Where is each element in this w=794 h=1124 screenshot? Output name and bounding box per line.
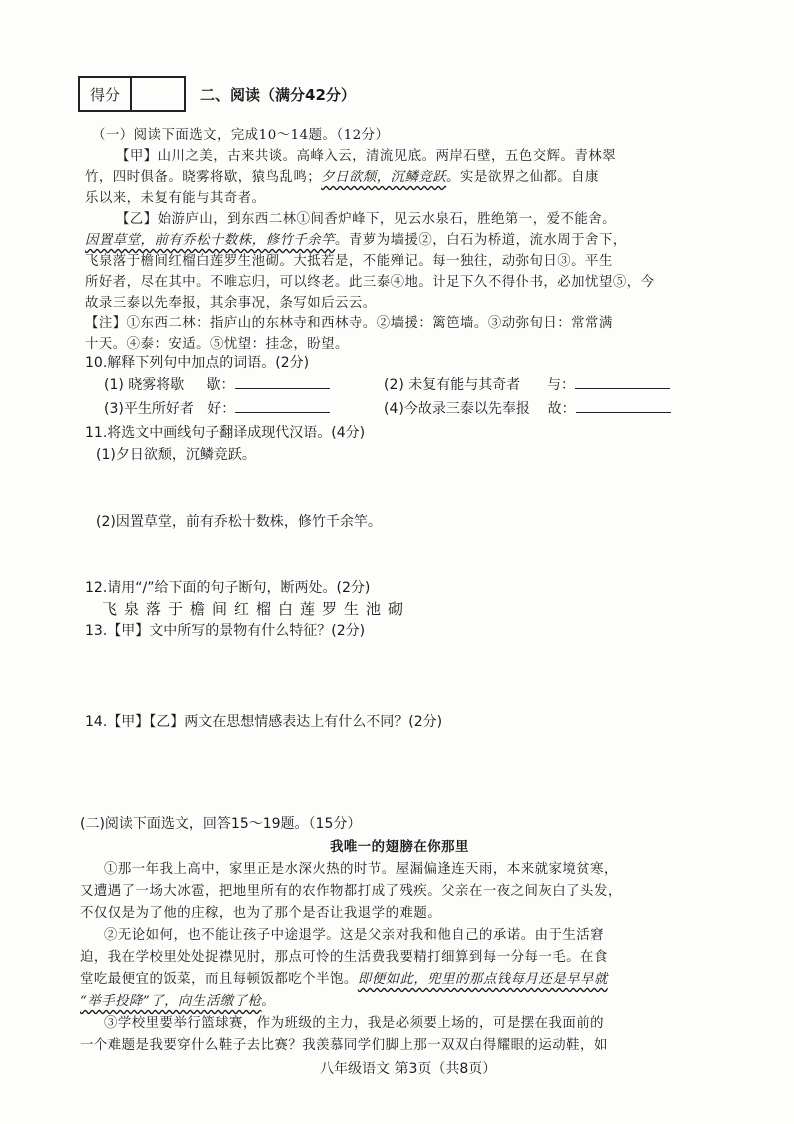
p3-line-1: ③学校里要举行篮球赛，作为班级的主力，我是必须要上场的，可是摆在我面前的 [104,1016,605,1031]
q13-stem: 13.【甲】文中所写的景物有什么特征？(2分) [85,623,366,639]
q11-stem: 11.将选文中画线句子翻译成现代汉语。(4分) [85,425,366,441]
note-line-1: 【注】①东西二林：指庐山的东林寺和西林寺。②墙援：篱笆墙。③动弥旬日：常常满 [85,316,613,331]
p2-line-2: 迫，我在学校里处处捉襟见肘，那点可怜的生活费我要精打细算到每一分每一毛。在食 [80,950,608,965]
note-line-2: 十天。④泰：安适。⑤忧望：挂念，盼望。 [85,337,349,352]
q10-answer-1[interactable] [235,376,330,389]
part2-heading: (二)阅读下面选文，回答15～19题。（15分） [80,816,362,832]
yi-line-3: 飞泉落于檐间红榴白莲罗生池砌。大抵若是，不能殚记。每一独往，动弥旬日③。平生 [85,254,613,269]
score-label: 得分 [80,78,132,110]
p1-line-3: 不仅仅是为了他的庄稼，也为了那个是否让我退学的难题。 [80,906,442,921]
p3-line-2: 一个难题是我要穿什么鞋子去比赛？我羡慕同学们脚上那一双双白得耀眼的运动鞋，如 [80,1038,608,1053]
p1-line-2: 又遭遇了一场大冰雹，把地里所有的农作物都打成了残疾。父亲在一夜之间灰白了头发， [80,884,622,899]
q11-sentence-1: (1)夕日欲颓，沉鳞竞跃。 [96,447,256,463]
q12-sentence: 飞泉落于檐间红榴白莲罗生池砌 [102,600,411,618]
yi-line-1: 【乙】始游庐山，到东西二林①间香炉峰下，见云水泉石，胜绝第一，爱不能舍。 [116,212,617,227]
q10-item-3: (3)平生所好者 好： [104,398,330,418]
jia-line-1: 【甲】山川之美，古来共谈。高峰入云，清流见底。两岸石壁，五色交辉。青林翠 [116,149,617,164]
jia-line-2: 竹，四时俱备。晓雾将歇，猿鸟乱鸣；夕日欲颓，沉鳞竞跃。实是欲界之仙都。自康 [85,170,599,185]
q14-stem: 14.【甲】【乙】两文在思想情感表达上有什么不同？(2分) [85,714,443,730]
q11-sentence-2: (2)因置草堂，前有乔松十数株，修竹千余竿。 [96,514,382,530]
yi-line-5: 故录三泰以先奉报，其余事况，条写如后云云。 [85,296,377,311]
q10-item-1: (1) 晓雾将歇 歇： [104,374,330,394]
section-title: 二、阅读（满分42分） [200,86,356,104]
underlined-sentence-2: 因置草堂，前有乔松十数株，修竹千余竿 [85,233,336,248]
passage-title: 我唯一的翅膀在你那里 [330,839,469,855]
p2-line-1: ②无论如何，也不能让孩子中途退学。这是父亲对我和他自己的承诺。由于生活窘 [104,928,605,943]
yi-line-4: 所好者，尽在其中。不唯忘归，可以终老。此三泰④地。计足下久不得仆书，必加忧望⑤，今 [85,275,655,290]
q10-item-2: (2) 未复有能与其奇者 与： [384,374,670,394]
underlined-sentence-1: 夕日欲颓，沉鳞竞跃 [321,170,447,185]
q10-item-4: (4)今故录三泰以先奉报 故： [384,398,671,418]
jia-line-3: 乐以来，未复有能与其奇者。 [85,191,266,206]
underlined-sentence-3b: “举手投降”了，向生活缴了枪 [80,994,262,1009]
underlined-sentence-3a: 即便如此，兜里的那点钱每月还是早早就 [357,972,608,987]
p1-line-1: ①那一年我上高中，家里正是水深火热的时节。屋漏偏逢连天雨，本来就家境贫寒， [104,862,618,877]
q10-stem: 10.解释下列句中加点的词语。(2分) [85,355,310,371]
q10-answer-3[interactable] [235,400,330,413]
score-value-cell[interactable] [132,78,184,110]
q12-stem: 12.请用“/”给下面的句子断句，断两处。(2分) [85,580,371,596]
p2-line-3: 堂吃最便宜的饭菜，而且每顿饭都吃个半饱。即便如此，兜里的那点钱每月还是早早就 [80,972,608,987]
yi-line-2: 因置草堂，前有乔松十数株，修竹千余竿。青萝为墙援②，白石为桥道，流水周于舍下， [85,233,627,248]
q10-answer-4[interactable] [576,400,671,413]
q10-answer-2[interactable] [575,376,670,389]
p2-line-4: “举手投降”了，向生活缴了枪。 [80,994,276,1009]
score-box [78,76,186,112]
part1-heading: （一）阅读下面选文，完成10～14题。（12分） [92,128,390,143]
page-footer: 八年级语文 第3页（共8页） [320,1061,497,1077]
